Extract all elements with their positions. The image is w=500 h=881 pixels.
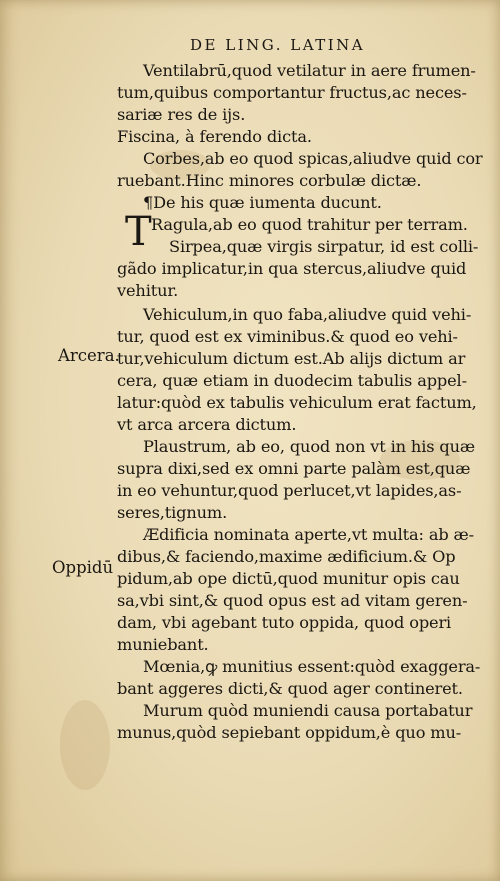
text-line: supra dixi,sed ex omni parte palàm est,quæ [117, 459, 471, 478]
text-line: Plaustrum, ab eo, quod non vt in his quæ [143, 437, 475, 456]
text-line: vehitur. [117, 281, 179, 300]
paper-stain [60, 700, 110, 790]
text-line: latur:quòd ex tabulis vehiculum erat factum, [117, 393, 477, 412]
text-line: Murum quòd muniendi causa portabatur [143, 701, 473, 720]
text-line: Ventilabrū,quod vetilatur in aere frumen- [143, 61, 476, 80]
text-line: ruebant.Hinc minores corbulæ dictæ. [117, 171, 422, 190]
text-line: Ragula,ab eo quod trahitur per terram. [151, 215, 468, 234]
section-heading: ¶De his quæ iumenta ducunt. [143, 193, 382, 212]
text-line: dibus,& faciendo,maxime ædificium.& Op [117, 547, 456, 566]
text-line: Vehiculum,in quo faba,aliudve quid vehi- [143, 305, 472, 324]
text-line: munus,quòd sepiebant oppidum,è quo mu- [117, 723, 462, 742]
text-line: dam, vbi agebant tuto oppida, quod operi [117, 613, 452, 632]
text-line: gãdo implicatur,in qua stercus,aliudve quid [117, 259, 467, 278]
text-line: pidum,ab ope dictū,quod munitur opis cau [117, 569, 460, 588]
margin-note-oppidum: Oppidū [52, 558, 114, 577]
text-line: Mœnia,ꝙ munitius essent:quòd exaggera- [143, 657, 481, 676]
text-line: Sirpea,quæ virgis sirpatur, id est colli- [169, 237, 479, 256]
text-line: tur, quod est ex viminibus.& quod eo vehi- [117, 327, 458, 346]
text-line: sa,vbi sint,& quod opus est ad vitam geren- [117, 591, 468, 610]
text-line: cera, quæ etiam in duodecim tabulis appel- [117, 371, 467, 390]
text-line: Fiscina, à ferendo dicta. [117, 127, 312, 146]
text-line: tur,vehiculum dictum est.Ab alijs dictum ar [117, 349, 466, 368]
text-line: sariæ res de ijs. [117, 105, 246, 124]
text-line: Ædificia nominata aperte,vt multa: ab æ- [143, 525, 474, 544]
text-line: vt arca arcera dictum. [117, 415, 297, 434]
text-line: in eo vehuntur,quod perlucet,vt lapides,as- [117, 481, 462, 500]
drop-capital: T [125, 209, 152, 255]
text-line: muniebant. [117, 635, 209, 654]
running-head: DE LING. LATINA [190, 36, 366, 54]
text-line: bant aggeres dicti,& quod ager contineret. [117, 679, 463, 698]
text-line: tum,quibus comportantur fructus,ac neces- [117, 83, 467, 102]
margin-note-arcera: Arcera. [58, 346, 120, 365]
text-line: seres,tignum. [117, 503, 228, 522]
text-line: Corbes,ab eo quod spicas,aliudve quid cor [143, 149, 483, 168]
